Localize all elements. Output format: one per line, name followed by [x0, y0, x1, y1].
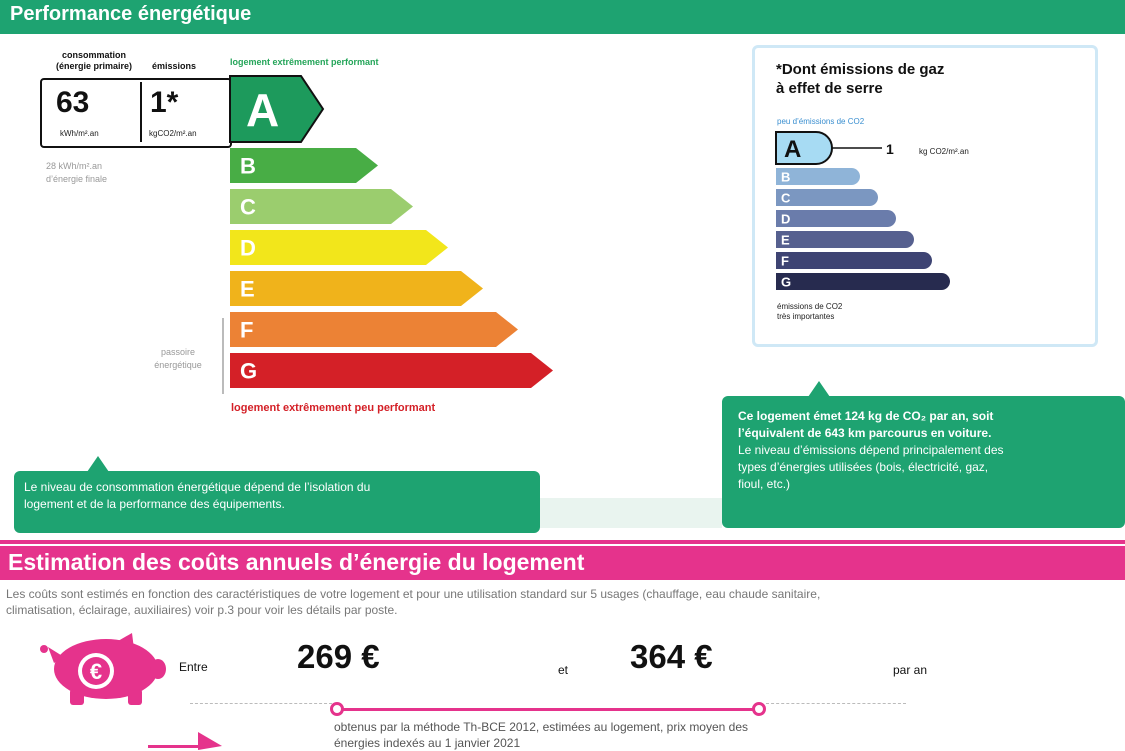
dpe-bar-c	[230, 189, 413, 224]
dpe-letter-d: D	[240, 235, 256, 261]
euro-symbol: €	[89, 659, 103, 684]
costs-description	[6, 586, 1121, 618]
consumption-header	[46, 50, 142, 72]
dpe-letter-a: A	[246, 84, 280, 136]
ges-bar-d	[776, 210, 896, 227]
ges-bar-g	[776, 273, 950, 290]
cost-per-year: par an	[893, 663, 928, 677]
cost-and-label: et	[558, 663, 569, 677]
dpe-top-caption: logement extrêmement performant	[230, 57, 379, 67]
passoire-bracket	[222, 318, 224, 394]
consumption-sublabel: (énergie primaire)	[55, 61, 133, 71]
callout-right-pointer	[808, 381, 830, 397]
range-min-dot	[330, 702, 344, 716]
costs-footnote-line-2: énergies indexés au 1 janvier 2021	[334, 736, 521, 750]
passoire-line-2: énergétique	[154, 360, 202, 370]
ges-unit: kg CO2/m².an	[919, 147, 969, 156]
dpe-scale	[228, 74, 588, 399]
ges-letter-g: G	[781, 274, 792, 290]
performance-title: Performance énergétique	[10, 3, 252, 25]
ges-bar-e	[776, 231, 914, 248]
ges-letter-d: D	[781, 211, 791, 227]
ges-letter-a: A	[784, 136, 802, 163]
costs-description-line-1: Les coûts sont estimés en fonction des caractéristiques de votre logement et pour une utilisation standard sur 5 usages (chauffage, eau chaude sanitaire,	[6, 587, 821, 601]
consumption-value: 63	[56, 86, 90, 119]
ges-bar-c	[776, 189, 878, 206]
ges-title-line-2: à effet de serre	[776, 80, 883, 97]
emissions-callout-line-2: l’équivalent de 643 km parcourus en voiture.	[738, 426, 992, 440]
range-dashed-right	[766, 703, 906, 704]
value-separator	[140, 82, 142, 142]
passoire-line-1: passoire	[160, 347, 196, 357]
emissions-callout-line-5: fioul, etc.)	[738, 477, 791, 491]
ges-top-caption: peu d’émissions de CO2	[777, 117, 865, 126]
range-line	[338, 708, 760, 711]
dpe-bottom-caption: logement extrêmement peu performant	[231, 402, 436, 414]
consumption-unit: kWh/m².an	[60, 129, 99, 138]
ges-bottom-line-2: très importantes	[777, 312, 835, 321]
performance-header	[0, 0, 1125, 34]
consumption-label: consommation	[61, 50, 126, 60]
dpe-bar-f	[230, 312, 518, 347]
cost-min: 269 €	[297, 638, 380, 675]
ges-letter-b: B	[781, 169, 791, 185]
consumption-callout-line-1: Le niveau de consommation énergétique dépend de l’isolation du	[24, 480, 371, 494]
ges-bar-f	[776, 252, 932, 269]
final-energy-value: 28 kWh/m².an	[46, 161, 103, 171]
dpe-bar-g	[230, 353, 553, 388]
costs-title: Estimation des coûts annuels d’énergie du logement	[8, 549, 585, 575]
ges-title-line-1: *Dont émissions de gaz	[776, 61, 945, 78]
ges-value: 1	[886, 141, 894, 157]
dpe-bar-e	[230, 271, 483, 306]
dpe-bar-d	[230, 230, 448, 265]
dpe-letter-b: B	[240, 153, 256, 179]
emissions-value: 1*	[150, 86, 179, 119]
ges-letter-c: C	[781, 190, 791, 206]
emissions-unit: kgCO2/m².an	[149, 129, 197, 138]
dpe-letter-f: F	[240, 317, 254, 343]
costs-divider	[0, 540, 1125, 544]
range-dashed-left	[190, 703, 332, 704]
emissions-callout-line-3: Le niveau d’émissions dépend principalement des	[738, 443, 1004, 457]
piggy-bank-icon	[36, 633, 168, 707]
cost-max: 364 €	[630, 638, 713, 675]
emissions-callout-line-4: types d’énergies utilisées (bois, électricité, gaz,	[738, 460, 989, 474]
costs-footnote-line-1: obtenus par la méthode Th-BCE 2012, estimées au logement, prix moyen des	[334, 720, 749, 734]
final-energy-label: d’énergie finale	[46, 174, 108, 184]
cost-between-label: Entre	[179, 660, 208, 674]
ges-title	[776, 60, 944, 98]
consumption-callout-line-2: logement et de la performance des équipements.	[24, 497, 285, 511]
bottom-pointer-arrow	[198, 732, 224, 750]
dpe-letter-e: E	[240, 276, 255, 302]
dpe-letter-c: C	[240, 194, 256, 220]
ges-letter-e: E	[781, 232, 790, 248]
passoire-label	[138, 346, 218, 372]
costs-header	[0, 546, 1125, 580]
ges-bottom-caption	[777, 302, 842, 322]
emissions-callout-line-1: Ce logement émet 124 kg de CO₂ par an, soit	[738, 409, 994, 423]
costs-footnote	[334, 719, 894, 751]
dpe-letter-g: G	[240, 358, 258, 384]
consumption-callout	[14, 471, 540, 533]
callout-left-pointer	[87, 456, 109, 472]
final-energy-note	[46, 160, 107, 186]
ges-bottom-line-1: émissions de CO2	[777, 302, 843, 311]
emissions-label: émissions	[152, 61, 197, 71]
costs-description-line-2: climatisation, éclairage, auxiliaires) voir p.3 pour voir les détails par poste.	[6, 603, 398, 617]
light-band	[540, 498, 722, 528]
emissions-callout	[722, 396, 1125, 528]
ges-letter-f: F	[781, 253, 789, 269]
range-max-dot	[752, 702, 766, 716]
